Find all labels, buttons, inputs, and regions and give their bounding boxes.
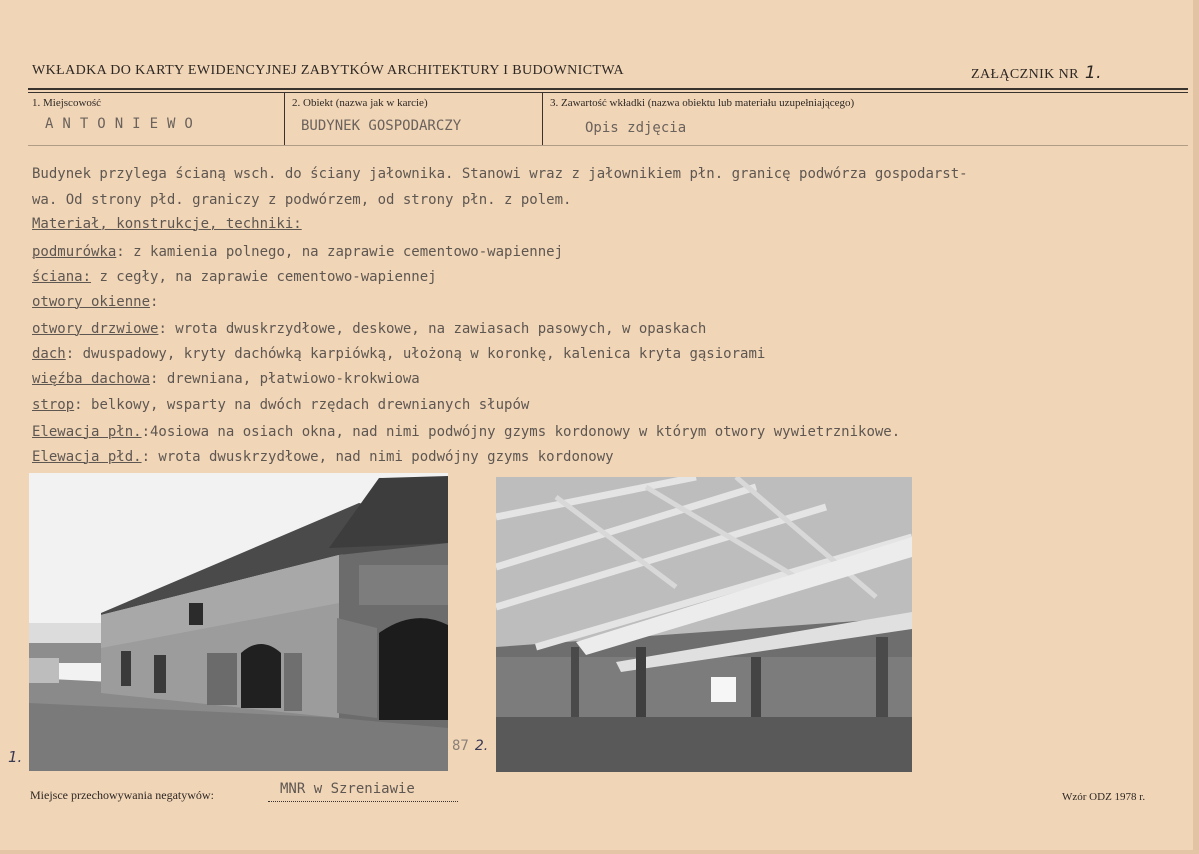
materials-item xyxy=(32,397,1192,413)
item-key: więźba dachowa xyxy=(32,371,151,387)
header-rule xyxy=(28,88,1188,90)
photo-mark-1: 1. xyxy=(8,748,23,766)
annex-number xyxy=(971,63,1102,83)
item-key: otwory drzwiowe xyxy=(32,321,159,337)
item-key: otwory okienne xyxy=(32,294,151,310)
annex-number-handwritten: 1. xyxy=(1084,63,1102,83)
field-divider xyxy=(542,93,543,145)
item-key: dach xyxy=(32,346,66,362)
materials-heading-text: Materiał, konstrukcje, techniki: xyxy=(32,216,302,232)
item-text: : wrota dwuskrzydłowe, nad nimi podwójny gzyms kordonowy xyxy=(141,449,614,465)
photo-number: 2. xyxy=(474,738,489,754)
item-text: : xyxy=(150,294,159,310)
materials-item xyxy=(32,321,1192,337)
photo-mark-2 xyxy=(452,738,488,754)
item-text: z cegły, na zaprawie cementowo-wapiennej xyxy=(91,269,437,285)
negative-number: 87 xyxy=(452,738,469,754)
card-edge xyxy=(1193,0,1199,854)
field-label-content: 3. Zawartość wkładki (nazwa obiektu lub materiału uzupełniającego) xyxy=(550,97,855,109)
barn-interior-photo xyxy=(496,477,912,772)
description-line: Budynek przylega ścianą wsch. do ściany jałownika. Stanowi wraz z jałownikiem płn. granicę podwórza gospodarst- xyxy=(32,166,968,182)
field-value-object: BUDYNEK GOSPODARCZY xyxy=(301,118,462,134)
materials-item xyxy=(32,371,1192,387)
negatives-label: Miejsce przechowywania negatywów: xyxy=(30,788,214,802)
card-title: WKŁADKA DO KARTY EWIDENCYJNEJ ZABYTKÓW ARCHITEKTURY I BUDOWNICTWA xyxy=(32,63,624,78)
materials-item xyxy=(32,294,1192,310)
field-value-locality: ANTONIEWO xyxy=(45,116,202,132)
header-rule xyxy=(28,92,1188,93)
materials-item xyxy=(32,449,1192,465)
negatives-dotted-line xyxy=(268,801,458,802)
item-text: : z kamienia polnego, na zaprawie cementowo-wapiennej xyxy=(116,244,564,260)
item-text: : belkowy, wsparty na dwóch rzędach drewnianych słupów xyxy=(74,397,530,413)
item-text: : wrota dwuskrzydłowe, deskowe, na zawiasach pasowych, w opaskach xyxy=(158,321,707,337)
materials-item xyxy=(32,346,1192,362)
form-template-label: Wzór ODZ 1978 r. xyxy=(1062,791,1146,803)
materials-item xyxy=(32,424,1192,440)
field-bottom-line xyxy=(28,145,1188,146)
item-key: strop xyxy=(32,397,75,413)
item-text: : drewniana, płatwiowo-krokwiowa xyxy=(150,371,420,387)
item-text: : dwuspadowy, kryty dachówką karpiówką, ułożoną w koronkę, kalenica kryta gąsiorami xyxy=(65,346,766,362)
barn-exterior-illustration xyxy=(29,473,448,771)
item-key: Elewacja płn. xyxy=(32,424,142,440)
field-label-locality: 1. Miejscowość xyxy=(32,97,102,109)
materials-heading xyxy=(32,216,1192,232)
field-value-content: Opis zdjęcia xyxy=(585,120,687,136)
annex-label: ZAŁĄCZNIK NR xyxy=(971,67,1079,82)
item-key: ściana: xyxy=(32,269,92,285)
materials-item xyxy=(32,244,1192,260)
negatives-value: MNR w Szreniawie xyxy=(280,781,415,797)
card-edge xyxy=(0,850,1199,854)
barn-interior-illustration xyxy=(496,477,912,772)
item-text: :4osiowa na osiach okna, nad nimi podwójny gzyms kordonowy w którym otwory wywietrznikowe. xyxy=(141,424,901,440)
item-key: Elewacja płd. xyxy=(32,449,142,465)
materials-item xyxy=(32,269,1192,285)
field-divider xyxy=(284,93,285,145)
description-line: wa. Od strony płd. graniczy z podwórzem, od strony płn. z polem. xyxy=(32,192,572,208)
field-label-object: 2. Obiekt (nazwa jak w karcie) xyxy=(292,97,428,109)
barn-exterior-photo xyxy=(29,473,448,771)
item-key: podmurówka xyxy=(32,244,117,260)
